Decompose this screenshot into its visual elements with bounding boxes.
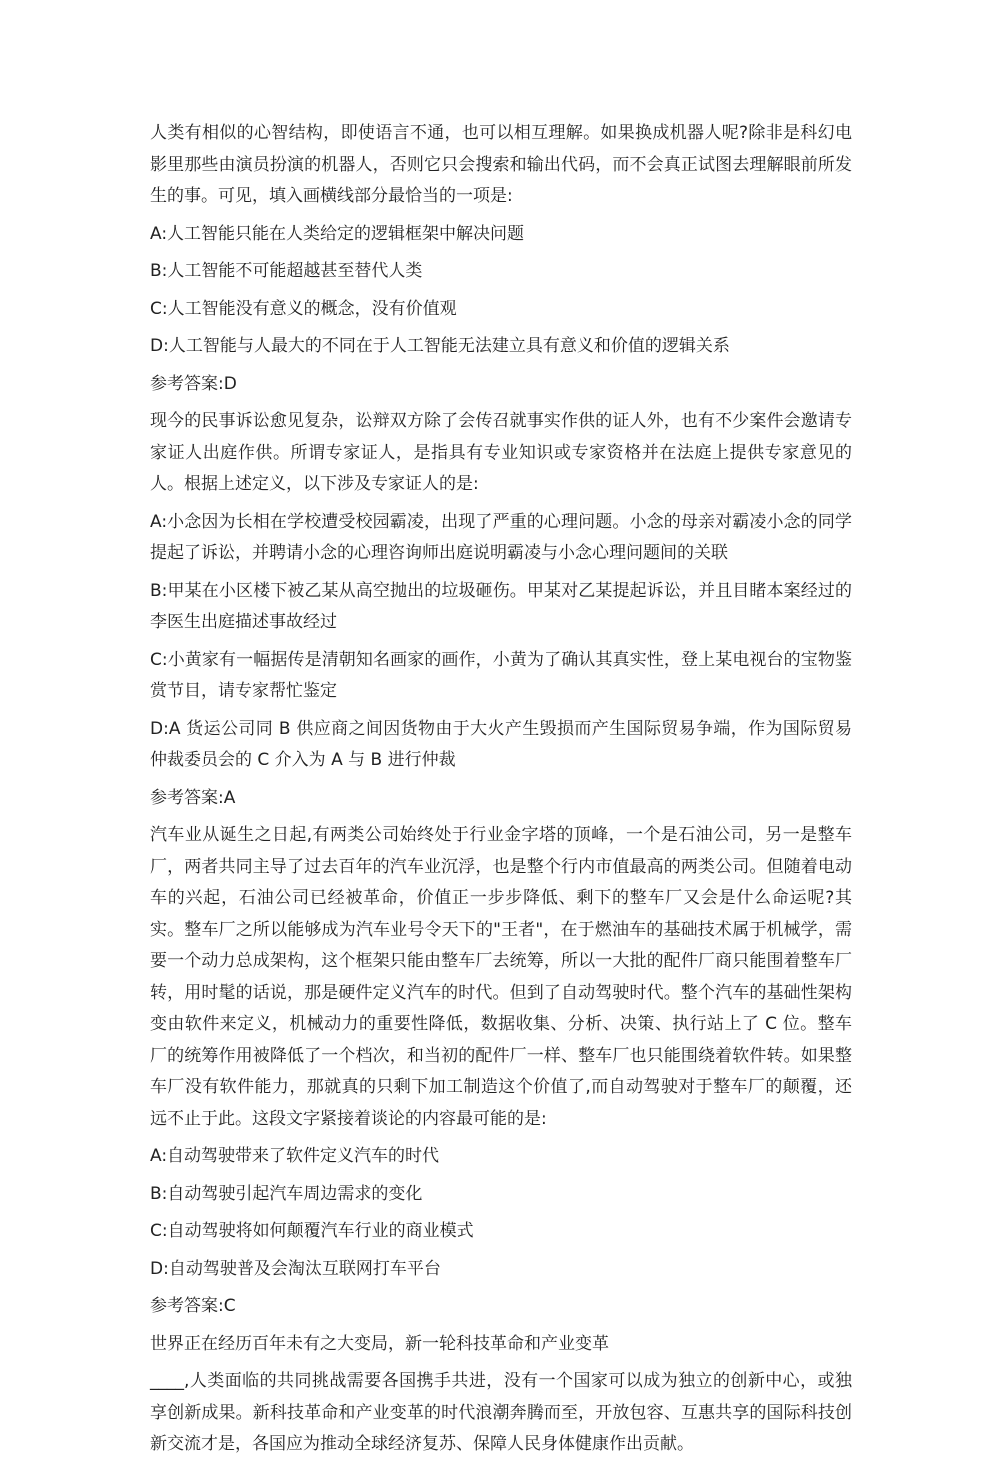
answer-line: 参考答案:A <box>150 787 236 808</box>
answer-line: 参考答案:D <box>150 373 237 394</box>
question-stem: 汽车业从诞生之日起,有两类公司始终处于行业金字塔的顶峰，一个是石油公司，另一是整车厂，两者共同主导了过去百年的汽车业沉浮，也是整个行内市值最高的两类公司。但随着电动车的兴起，石油公司已经被革命，价值正一步步降低、剩下的整车厂又会是什么命运呢?其实。整车厂之所以能够成为汽车业号令天下的"王者"，在于燃油车的基础技术属于机械学，需要一个动力总成架构，这个框架只能由整车厂去统筹，所以一大批的配件厂商只能围着整车厂转，用时髦的话说，那是硬件定义汽车的时代。但到了自动驾驶时代。整个汽车的基础性架构变由软件来定义，机械动力的重要性降低，数据收集、分析、决策、执行站上了 C 位。整车厂的统筹作用被降低了一个档次，和当初的配件厂一样、整车厂也只能围绕着软件转。如果整车厂没有软件能力，那就真的只剩下加工制造这个价值了,而自动驾驶对于整车厂的颠覆，还远不止于此。这段文字紧接着谈论的内容最可能的是: <box>150 825 852 1129</box>
option-b: B:自动驾驶引起汽车周边需求的变化 <box>150 1183 423 1204</box>
option-d: D:人工智能与人最大的不同在于人工智能无法建立具有意义和价值的逻辑关系 <box>150 336 730 356</box>
question-stem-first-line: 世界正在经历百年未有之大变局，新一轮科技革命和产业变革 <box>150 1333 609 1354</box>
option-b: B:人工智能不可能超越甚至替代人类 <box>150 261 423 281</box>
option-c: C:自动驾驶将如何颠覆汽车行业的商业模式 <box>150 1221 474 1241</box>
option-d: D:自动驾驶普及会淘汰互联网打车平台 <box>150 1258 441 1279</box>
option-c: C:人工智能没有意义的概念，没有价值观 <box>150 298 457 319</box>
document-page <box>150 118 852 1467</box>
option-c: C:小黄家有一幅据传是清朝知名画家的画作，小黄为了确认其真实性，登上某电视台的宝物鉴赏节目，请专家帮忙鉴定 <box>150 649 852 701</box>
question-stem: 现今的民事诉讼愈见复杂，讼辩双方除了会传召就事实作供的证人外，也有不少案件会邀请专家证人出庭作供。所谓专家证人，是指具有专业知识或专家资格并在法庭上提供专家意见的人。根据上述定义，以下涉及专家证人的是: <box>150 411 852 494</box>
question-stem: 人类有相似的心智结构，即使语言不通，也可以相互理解。如果换成机器人呢?除非是科幻电影里那些由演员扮演的机器人，否则它只会搜索和输出代码，而不会真正试图去理解眼前所发生的事。可见，填入画横线部分最恰当的一项是: <box>150 123 852 206</box>
question-stem-continued: ____,人类面临的共同挑战需要各国携手共进，没有一个国家可以成为独立的创新中心，或独享创新成果。新科技革命和产业变革的时代浪潮奔腾而至，开放包容、互惠共享的国际科技创新交流才是，各国应为推动全球经济复苏、保障人民身体健康作出贡献。 <box>150 1371 852 1454</box>
option-a: A:人工智能只能在人类给定的逻辑框架中解决问题 <box>150 223 525 244</box>
option-d: D:A 货运公司同 B 供应商之间因货物由于大火产生毁损而产生国际贸易争端，作为国际贸易仲裁委员会的 C 介入为 A 与 B 进行仲裁 <box>150 718 852 770</box>
option-a: A:小念因为长相在学校遭受校园霸凌，出现了严重的心理问题。小念的母亲对霸凌小念的同学提起了诉讼，并聘请小念的心理咨询师出庭说明霸凌与小念心理问题间的关联 <box>150 511 852 563</box>
option-a: A:自动驾驶带来了软件定义汽车的时代 <box>150 1146 440 1166</box>
option-b: B:甲某在小区楼下被乙某从高空抛出的垃圾砸伤。甲某对乙某提起诉讼，并且目睹本案经过的李医生出庭描述事故经过 <box>150 580 852 632</box>
answer-line: 参考答案:C <box>150 1296 236 1316</box>
